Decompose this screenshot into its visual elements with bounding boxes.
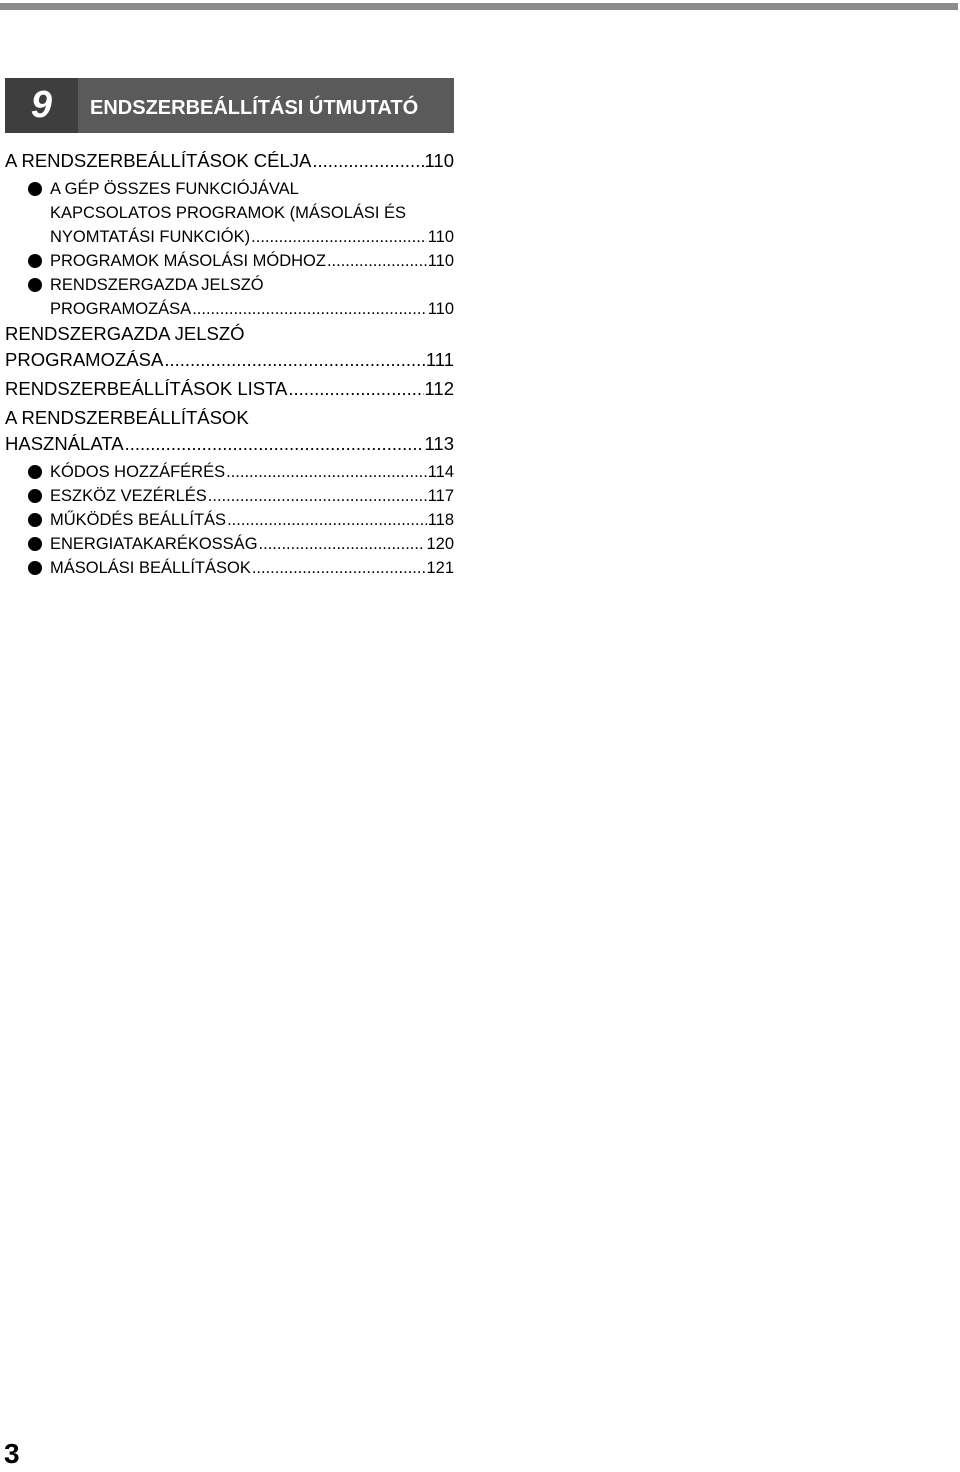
- bullet-icon: [28, 537, 42, 551]
- toc-entry-line: [5, 460, 454, 484]
- bullet-icon: [28, 254, 42, 268]
- toc-entry[interactable]: [5, 508, 454, 532]
- dot-leader: [252, 556, 426, 580]
- toc-entry-label: HASZNÁLATA: [5, 433, 124, 454]
- dot-leader: [226, 460, 427, 484]
- toc-entry-line: [5, 148, 454, 174]
- toc-entry[interactable]: [5, 321, 454, 373]
- dot-leader: [327, 249, 427, 273]
- toc-entry-line: [5, 297, 454, 321]
- toc-entry-label: A RENDSZERBEÁLLÍTÁSOK CÉLJA: [5, 150, 312, 171]
- bullet-icon: [28, 278, 42, 292]
- toc-entry[interactable]: [5, 376, 454, 402]
- toc-entry-line: [5, 273, 454, 297]
- toc-page-number: 110: [427, 252, 454, 270]
- toc-entry-line: [5, 201, 454, 225]
- toc-entry-label: RENDSZERGAZDA JELSZÓ: [5, 323, 245, 344]
- toc-page-number: 121: [426, 559, 454, 577]
- dot-leader: [192, 297, 427, 321]
- toc-entry-line: [5, 249, 454, 273]
- toc-entry[interactable]: [5, 556, 454, 580]
- toc-entry-line: [5, 376, 454, 402]
- toc-page-number: 117: [427, 487, 454, 505]
- dot-leader: [288, 376, 423, 402]
- page-number: 3: [4, 1438, 20, 1469]
- chapter-number: 9: [30, 84, 53, 126]
- toc-entry-line: [5, 532, 454, 556]
- bullet-icon: [28, 489, 42, 503]
- toc-entry[interactable]: [5, 249, 454, 273]
- toc-page-number: 110: [427, 300, 454, 318]
- toc-entry[interactable]: [5, 460, 454, 484]
- toc-page-number: 110: [424, 150, 454, 171]
- dot-leader: [164, 347, 425, 373]
- toc-entry-label: MŰKÖDÉS BEÁLLÍTÁS: [50, 511, 227, 529]
- toc-entry-label: ESZKÖZ VEZÉRLÉS: [50, 487, 207, 505]
- toc-entry-label: KAPCSOLATOS PROGRAMOK (MÁSOLÁSI ÉS: [50, 204, 407, 222]
- toc-page-number: 113: [424, 433, 454, 454]
- toc-entry-label: PROGRAMOZÁSA: [50, 300, 192, 318]
- dot-leader: [312, 148, 423, 174]
- dot-leader: [125, 431, 424, 457]
- toc-page-number: 111: [425, 349, 454, 370]
- toc-page-number: 118: [427, 511, 454, 529]
- toc-entry-label: A GÉP ÖSSZES FUNKCIÓJÁVAL: [50, 180, 299, 198]
- bullet-icon: [28, 465, 42, 479]
- toc-entry-line: [5, 225, 454, 249]
- toc-entry-label: PROGRAMOK MÁSOLÁSI MÓDHOZ: [50, 252, 326, 270]
- bullet-icon: [28, 182, 42, 196]
- bullet-icon: [28, 561, 42, 575]
- dot-leader: [259, 532, 426, 556]
- toc-entry-label: KÓDOS HOZZÁFÉRÉS: [50, 463, 226, 481]
- toc-entry[interactable]: [5, 148, 454, 174]
- toc-entry-label: RENDSZERBEÁLLÍTÁSOK LISTA: [5, 378, 288, 399]
- dot-leader: [251, 225, 427, 249]
- toc-entry-label: A RENDSZERBEÁLLÍTÁSOK: [5, 407, 249, 428]
- toc-entry[interactable]: [5, 405, 454, 457]
- chapter-title: ENDSZERBEÁLLÍTÁSI ÚTMUTATÓ: [90, 97, 419, 119]
- toc-entry-line: [5, 508, 454, 532]
- toc-page-number: 112: [424, 378, 454, 399]
- bullet-icon: [28, 513, 42, 527]
- toc-entry-label: MÁSOLÁSI BEÁLLÍTÁSOK: [50, 559, 251, 577]
- chapter-number-box: [5, 78, 78, 133]
- toc-entry[interactable]: [5, 273, 454, 321]
- chapter-header: [5, 78, 454, 133]
- dot-leader: [227, 508, 427, 532]
- dot-leader: [208, 484, 427, 508]
- toc-entry[interactable]: [5, 177, 454, 249]
- toc-page-number: 120: [426, 535, 454, 553]
- top-rule: [0, 3, 958, 10]
- toc-page-number: 110: [427, 228, 454, 246]
- toc-entry-line: [5, 431, 454, 457]
- toc-entry-line: [5, 177, 454, 201]
- toc-entry-label: RENDSZERGAZDA JELSZÓ: [50, 276, 264, 294]
- toc-entry-line: [5, 484, 454, 508]
- toc-entry-label: ENERGIATAKARÉKOSSÁG: [50, 535, 258, 553]
- toc-page-number: 114: [427, 463, 454, 481]
- toc-entry-label: NYOMTATÁSI FUNKCIÓK): [50, 228, 251, 246]
- table-of-contents: [5, 148, 454, 580]
- toc-entry[interactable]: [5, 484, 454, 508]
- toc-entry-label: PROGRAMOZÁSA: [5, 349, 164, 370]
- toc-entry-line: [5, 347, 454, 373]
- toc-entry-line: [5, 405, 454, 431]
- toc-entry-line: [5, 321, 454, 347]
- toc-entry-line: [5, 556, 454, 580]
- toc-entry[interactable]: [5, 532, 454, 556]
